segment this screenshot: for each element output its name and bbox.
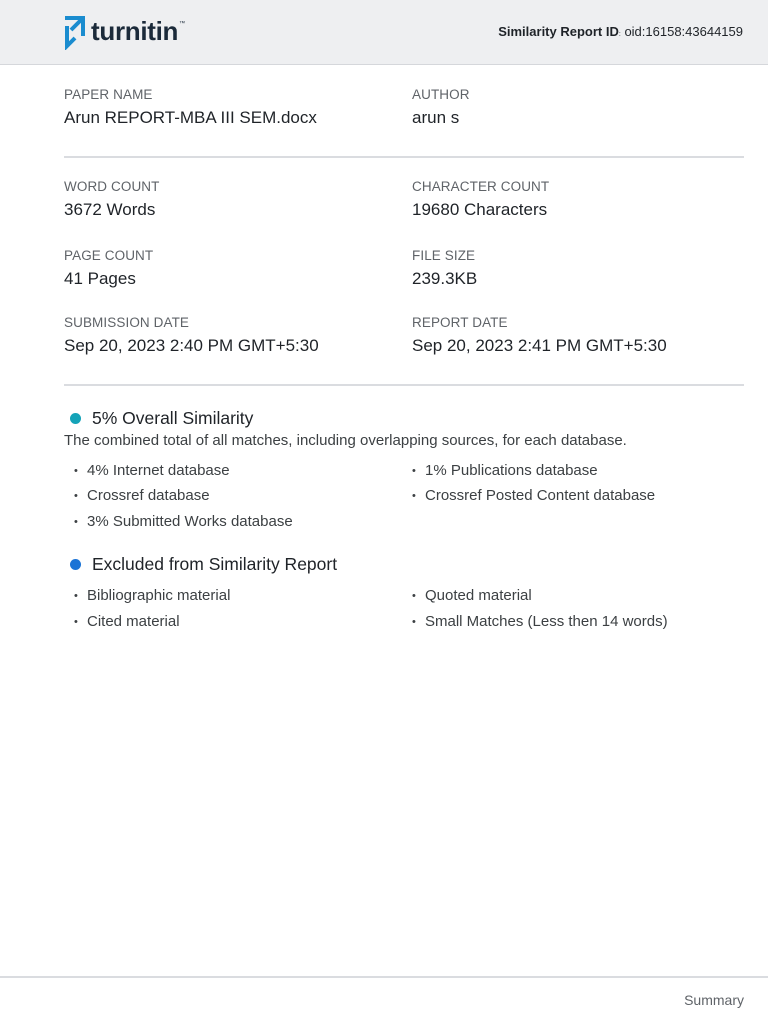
divider-top — [64, 156, 744, 158]
page-count-value: 41 Pages — [64, 269, 136, 288]
page-count-field — [64, 248, 153, 289]
similarity-dot-icon — [70, 413, 81, 424]
paper-name-field — [64, 87, 317, 128]
report-header — [0, 0, 768, 65]
file-size-label: FILE SIZE — [412, 248, 476, 263]
excluded-dot-icon — [70, 559, 81, 570]
similarity-item: • 1% Publications database — [412, 462, 598, 479]
page-count-label: PAGE COUNT — [64, 248, 154, 263]
report-id-value: oid:16158:43644159 — [624, 24, 743, 39]
character-count-field — [412, 179, 549, 220]
submission-date-label: SUBMISSION DATE — [64, 315, 190, 330]
word-count-label: WORD COUNT — [64, 179, 160, 194]
turnitin-logo — [63, 14, 185, 50]
report-id-label: Similarity Report ID — [498, 24, 619, 39]
similarity-item: • Crossref Posted Content database — [412, 487, 655, 504]
overall-similarity-heading — [70, 408, 253, 429]
excluded-item: • Bibliographic material — [74, 587, 230, 604]
overall-similarity-title: 5% Overall Similarity — [92, 408, 254, 428]
report-date-field — [412, 315, 667, 356]
submission-date-field — [64, 315, 319, 356]
turnitin-logo-icon — [63, 14, 87, 50]
similarity-item: • 4% Internet database — [74, 462, 230, 479]
author-label: AUTHOR — [412, 87, 470, 102]
character-count-value: 19680 Characters — [412, 200, 548, 219]
similarity-item: • 3% Submitted Works database — [74, 513, 293, 530]
excluded-item: • Quoted material — [412, 587, 532, 604]
submission-date-value: Sep 20, 2023 2:40 PM GMT+5:30 — [64, 336, 319, 355]
report-id — [498, 24, 743, 39]
report-footer — [0, 976, 768, 1024]
divider-middle — [64, 384, 744, 386]
paper-name-value: Arun REPORT-MBA III SEM.docx — [64, 108, 317, 127]
excluded-title: Excluded from Similarity Report — [92, 554, 338, 574]
similarity-description: The combined total of all matches, including overlapping sources, for each database. — [64, 432, 627, 449]
logo-wordmark: turnitin — [91, 15, 179, 46]
report-date-label: REPORT DATE — [412, 315, 508, 330]
file-size-field — [412, 248, 477, 289]
author-value: arun s — [412, 108, 460, 127]
author-field — [412, 87, 470, 128]
word-count-field — [64, 179, 160, 220]
word-count-value: 3672 Words — [64, 200, 156, 219]
file-size-value: 239.3KB — [412, 269, 478, 288]
report-id-separator: : — [618, 31, 621, 38]
paper-name-label: PAPER NAME — [64, 87, 153, 102]
logo-trademark: ™ — [179, 21, 186, 27]
excluded-item: • Small Matches (Less then 14 words) — [412, 613, 668, 630]
report-date-value: Sep 20, 2023 2:41 PM GMT+5:30 — [412, 336, 667, 355]
footer-summary-label: Summary — [684, 992, 744, 1008]
character-count-label: CHARACTER COUNT — [412, 179, 550, 194]
similarity-item: • Crossref database — [74, 487, 210, 504]
excluded-item: • Cited material — [74, 613, 180, 630]
excluded-heading — [70, 554, 337, 575]
